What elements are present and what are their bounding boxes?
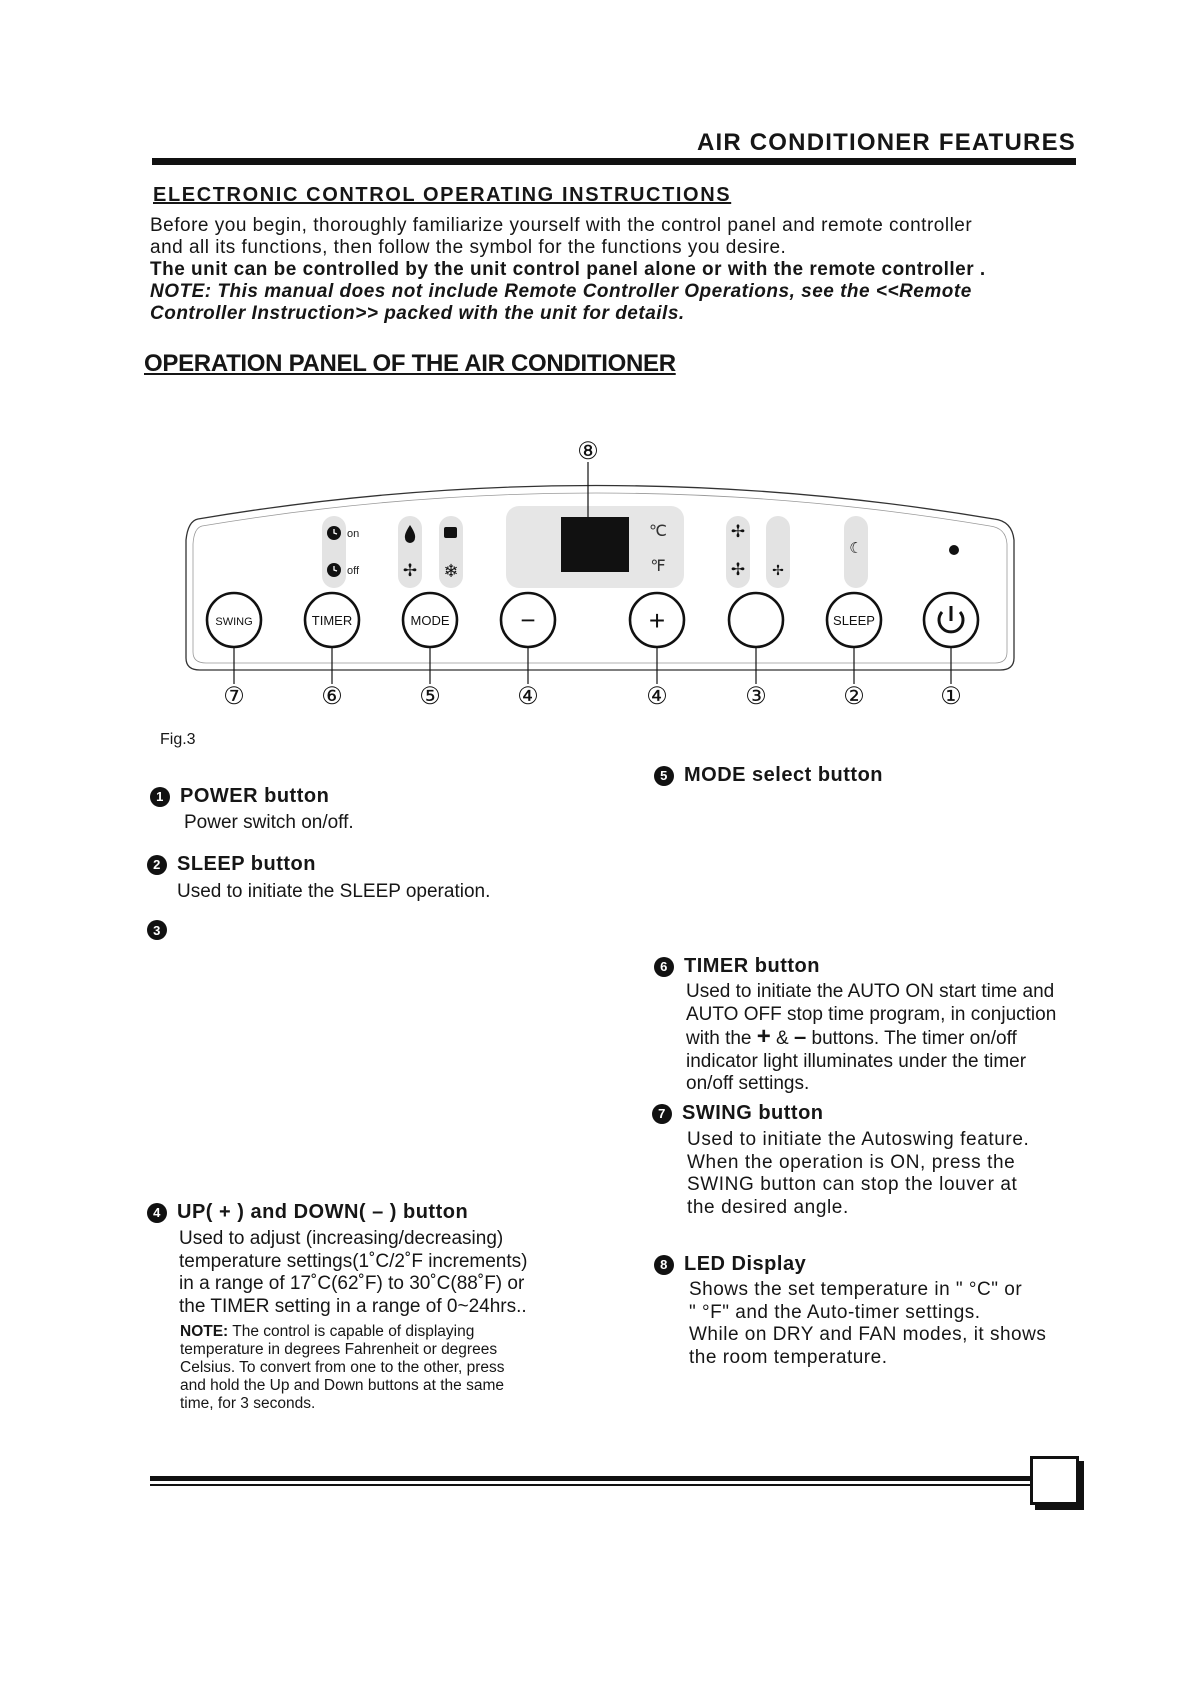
auto-mode-icon <box>444 527 457 538</box>
intro-note: NOTE: This manual does not include Remote Controller Operations, see the <<Remote <box>150 281 972 302</box>
note-label: NOTE: <box>180 1323 229 1340</box>
swing-button-label: SWING <box>215 616 253 628</box>
number-badge: 3 <box>147 920 167 940</box>
body-line: When the operation is ON, press the <box>687 1151 1016 1173</box>
figure-label: Fig.3 <box>160 731 196 748</box>
body-text: buttons. The timer on/off <box>806 1028 1017 1049</box>
item-fan <box>147 920 177 940</box>
intro-line-bold: The unit can be controlled by the unit control panel alone or with the remote controller . <box>150 259 986 280</box>
body-line: SWING button can stop the louver at <box>687 1174 1018 1195</box>
note-text: and hold the Up and Down buttons at the same <box>180 1377 504 1394</box>
item-body: Power switch on/off. <box>184 812 354 833</box>
item-sleep <box>147 853 617 904</box>
body-line <box>686 1023 1104 1051</box>
callout-timer: ⑥ <box>321 683 343 710</box>
body-text: & <box>770 1028 795 1049</box>
panel-title: OPERATION PANEL OF THE AIR CONDITIONER <box>144 350 676 377</box>
note-text: temperature in degrees Fahrenheit or degrees <box>180 1341 498 1358</box>
footer-rule <box>150 1476 1030 1481</box>
item-title: UP( + ) and DOWN( – ) button <box>177 1201 469 1223</box>
number-badge: 5 <box>654 766 674 786</box>
fan-high-icon: ✢ <box>730 522 746 541</box>
celsius-label: ℃ <box>649 523 667 540</box>
item-title: LED Display <box>684 1253 807 1275</box>
intro-text <box>150 215 1110 325</box>
timer-on-label: on <box>347 528 360 540</box>
body-text: with the <box>686 1028 757 1049</box>
page-header-title: AIR CONDITIONER FEATURES <box>696 129 1076 156</box>
callout-fan: ③ <box>745 683 767 710</box>
led-display-screen <box>561 517 629 572</box>
note-text: The control is capable of displaying <box>228 1323 475 1340</box>
item-power <box>150 785 620 835</box>
item-led <box>654 1253 1104 1369</box>
callout-swing: ⑦ <box>223 683 245 710</box>
down-button-label: − <box>520 605 536 635</box>
body-line: indicator light illuminates under the timer <box>686 1050 1027 1072</box>
intro-line: Before you begin, thoroughly familiarize yourself with the control panel and remote controller <box>150 215 973 236</box>
plus-symbol: + <box>756 1023 771 1050</box>
item-body <box>687 1129 1102 1219</box>
item-up-down <box>147 1201 627 1413</box>
fan-low-icon: ✢ <box>772 562 784 578</box>
callout-down: ④ <box>517 683 539 710</box>
intro-note: Controller Instruction>> packed with the unit for details. <box>150 303 685 324</box>
number-badge: 2 <box>147 855 167 875</box>
cool-mode-icon: ❄ <box>443 561 459 581</box>
power-indicator-dot <box>949 545 959 555</box>
number-badge: 1 <box>150 787 170 807</box>
timer-button-label: TIMER <box>311 613 353 628</box>
control-panel-diagram <box>0 440 1192 720</box>
number-badge: 4 <box>147 1203 167 1223</box>
item-swing <box>652 1102 1102 1219</box>
footer-rule-thin <box>150 1484 1030 1486</box>
item-title: POWER button <box>180 785 330 807</box>
callout-mode: ⑤ <box>419 683 441 710</box>
callout-led-display: ⑧ <box>577 440 599 465</box>
sleep-moon-icon: ☾ <box>849 540 863 557</box>
item-title: MODE select button <box>684 764 884 786</box>
minus-symbol: – <box>794 1024 807 1049</box>
body-line: Used to initiate the AUTO ON start time and <box>686 981 1055 1002</box>
body-line: temperature settings(1˚C/2˚F increments) <box>179 1250 528 1272</box>
callout-sleep: ② <box>843 683 865 710</box>
mode-button-label: MODE <box>410 613 450 628</box>
body-line: Shows the set temperature in " °C" or <box>689 1279 1023 1300</box>
number-badge: 7 <box>652 1104 672 1124</box>
item-mode <box>654 764 1114 787</box>
item-title: TIMER button <box>684 955 820 977</box>
item-note <box>180 1323 627 1413</box>
item-body <box>686 981 1104 1096</box>
callout-power: ① <box>940 683 962 710</box>
body-line: in a range of 17˚C(62˚F) to 30˚C(88˚F) or <box>179 1273 525 1294</box>
body-line: the TIMER setting in a range of 0~24hrs.. <box>179 1295 527 1317</box>
body-line: the room temperature. <box>689 1346 888 1368</box>
item-body <box>179 1228 627 1318</box>
item-title: SWING button <box>682 1102 824 1124</box>
page-number-box <box>1030 1456 1079 1505</box>
header-rule <box>152 158 1076 165</box>
item-timer <box>654 955 1104 1096</box>
sleep-button-label: SLEEP <box>833 613 875 628</box>
intro-line: and all its functions, then follow the symbol for the functions you desire. <box>150 237 787 258</box>
body-line: " °F" and the Auto-timer settings. <box>689 1301 981 1323</box>
body-line: While on DRY and FAN modes, it shows <box>689 1324 1047 1345</box>
item-body <box>689 1279 1104 1369</box>
note-text: time, for 3 seconds. <box>180 1395 316 1412</box>
fan-med-icon: ✢ <box>730 560 746 579</box>
body-line: Used to adjust (increasing/decreasing) <box>179 1228 504 1249</box>
callout-up: ④ <box>646 683 668 710</box>
body-line: Used to initiate the Autoswing feature. <box>687 1129 1030 1150</box>
number-badge: 6 <box>654 957 674 977</box>
item-title: SLEEP button <box>177 853 316 875</box>
fan-mode-icon: ✢ <box>402 561 418 580</box>
fan-button[interactable] <box>729 593 783 647</box>
body-line: on/off settings. <box>686 1073 810 1094</box>
up-button-label: + <box>648 605 666 636</box>
timer-off-label: off <box>347 565 360 577</box>
item-body: Used to initiate the SLEEP operation. <box>177 881 491 902</box>
body-line: the desired angle. <box>687 1196 849 1218</box>
number-badge: 8 <box>654 1255 674 1275</box>
note-text: Celsius. To convert from one to the other, press <box>180 1359 505 1376</box>
body-line: AUTO OFF stop time program, in conjuction <box>686 1003 1057 1025</box>
section-title: ELECTRONIC CONTROL OPERATING INSTRUCTIONS <box>153 184 732 206</box>
fahrenheit-label: ℉ <box>650 558 666 575</box>
